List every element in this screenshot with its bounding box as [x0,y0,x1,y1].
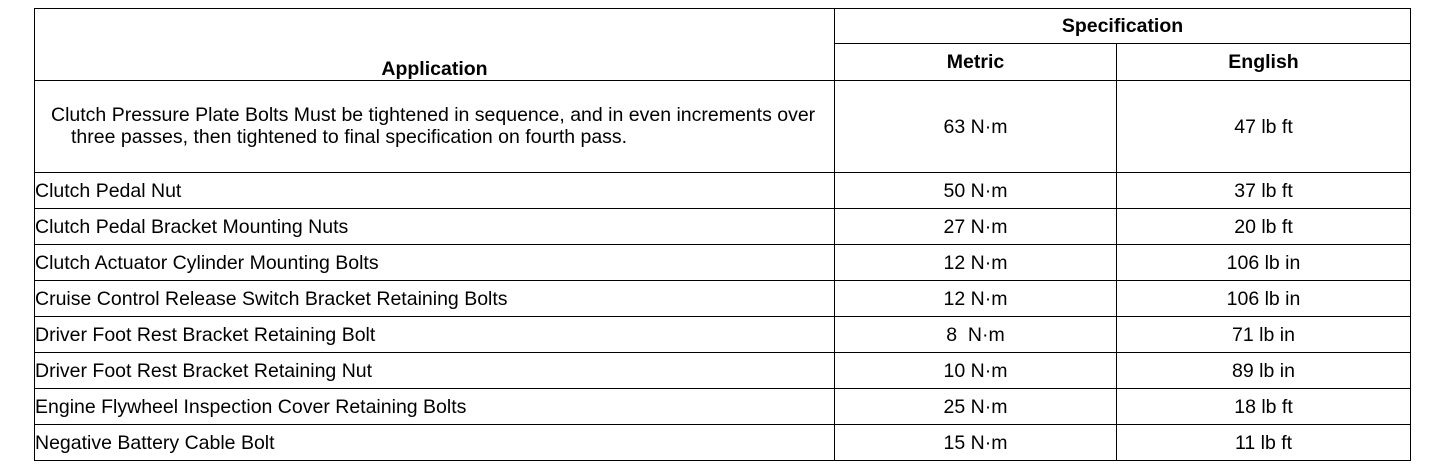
metric-cell: 63 N·m [835,81,1117,173]
application-cell: Engine Flywheel Inspection Cover Retaining Bolts [35,389,835,425]
metric-cell: 12 N·m [835,281,1117,317]
metric-cell: 8 N·m [835,317,1117,353]
table-row [35,389,1411,425]
metric-cell: 15 N·m [835,425,1117,461]
english-column-header: English [1117,44,1411,81]
metric-column-header: Metric [835,44,1117,81]
application-cell: Clutch Actuator Cylinder Mounting Bolts [35,245,835,281]
application-cell: Clutch Pedal Nut [35,173,835,209]
english-cell: 106 lb in [1117,245,1411,281]
metric-cell: 10 N·m [835,353,1117,389]
metric-cell: 50 N·m [835,173,1117,209]
application-cell: Clutch Pressure Plate Bolts Must be tightened in sequence, and in even increments over three passes, then tightened to final specification on fourth pass. [35,81,835,173]
english-cell: 11 lb ft [1117,425,1411,461]
torque-spec-table [34,8,1411,461]
english-cell: 89 lb in [1117,353,1411,389]
english-cell: 20 lb ft [1117,209,1411,245]
application-cell: Clutch Pedal Bracket Mounting Nuts [35,209,835,245]
english-cell: 18 lb ft [1117,389,1411,425]
table-row [35,425,1411,461]
english-cell: 37 lb ft [1117,173,1411,209]
table-row [35,173,1411,209]
application-cell: Driver Foot Rest Bracket Retaining Nut [35,353,835,389]
table-row [35,209,1411,245]
table-row [35,281,1411,317]
english-cell: 47 lb ft [1117,81,1411,173]
metric-cell: 12 N·m [835,245,1117,281]
application-cell: Cruise Control Release Switch Bracket Retaining Bolts [35,281,835,317]
application-cell: Driver Foot Rest Bracket Retaining Bolt [35,317,835,353]
application-cell: Negative Battery Cable Bolt [35,425,835,461]
english-cell: 71 lb in [1117,317,1411,353]
table-row [35,317,1411,353]
metric-cell: 25 N·m [835,389,1117,425]
specification-column-header: Specification [835,9,1411,44]
metric-cell: 27 N·m [835,209,1117,245]
table-row [35,353,1411,389]
application-column-header: Application [35,9,835,81]
english-cell: 106 lb in [1117,281,1411,317]
table-row [35,81,1411,173]
table-row [35,245,1411,281]
